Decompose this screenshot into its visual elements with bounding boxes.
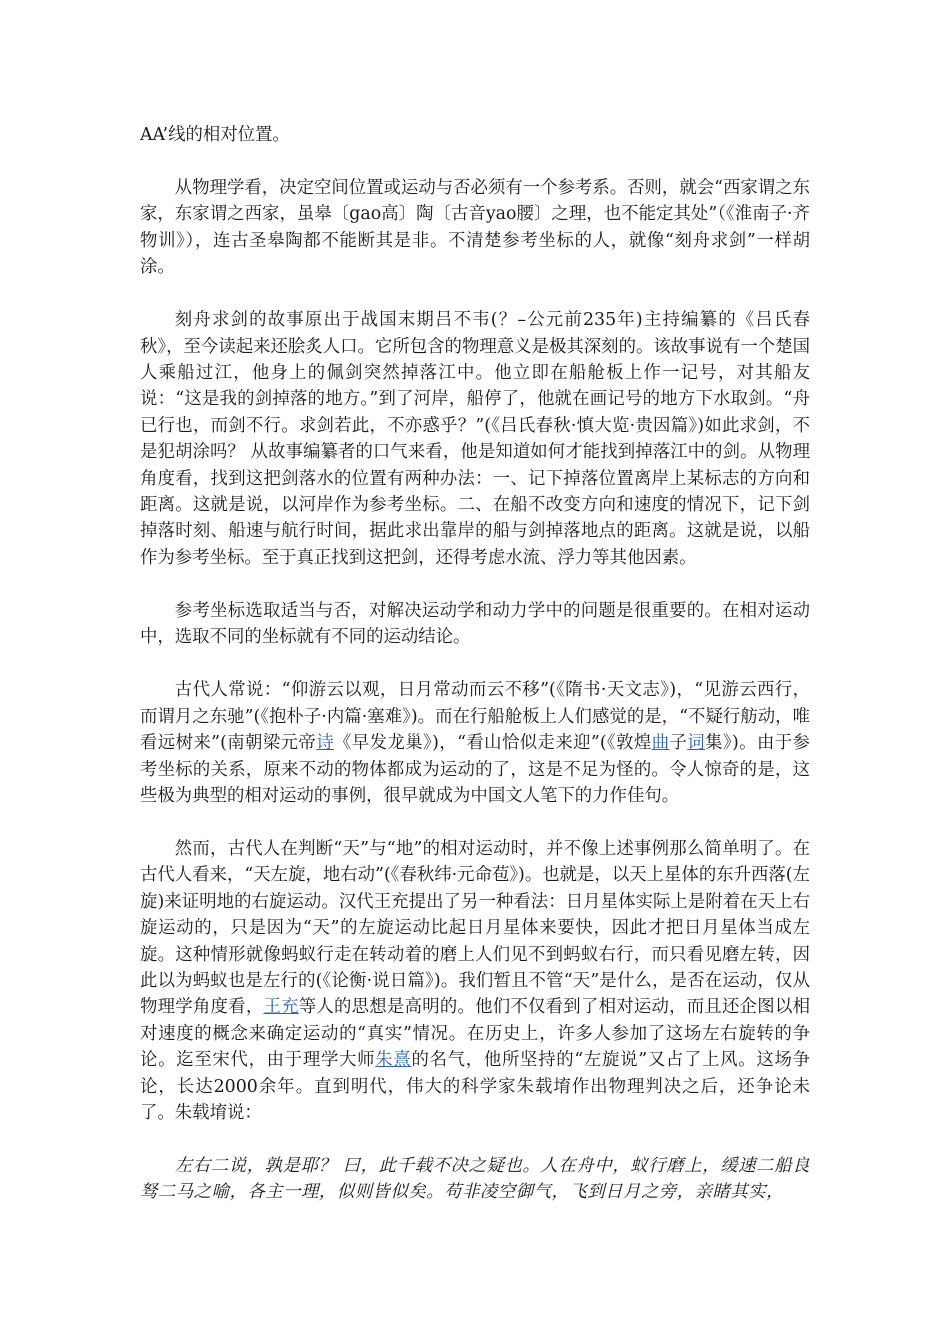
paragraph-quotation: 左右二说，孰是耶？ 曰，此千载不决之疑也。人在舟中，蚁行磨上，缓速二船良驽二马之喻，各主一理，似则皆似矣。苟非凌空御气，飞到日月之旁，亲睹其实，: [140, 1155, 810, 1203]
text-segment: 古代人常说：“仰游云以观，日月常动而云不移”(《隋书·天文志》)，“见游云西行，而谓月之东驰”(《抱朴子·内篇·塞难》)。而在行船舱板上人们感觉的是，“不疑行舫动，唯看远树来”(南朝梁元帝: [140, 680, 810, 754]
paragraph-reference-frame: 从物理学看，决定空间位置或运动与否必须有一个参考系。否则，就会“西家谓之东家，东家谓之西家，虽皋〔gao高〕陶〔古音yao腰〕之理，也不能定其处”（《淮南子·齐物训》），连古圣皋陶都不能断其是非。不清楚参考坐标的人，就像“刻舟求剑”一样胡涂。: [140, 178, 810, 278]
text-segment: 的名气，他所坚持的“左旋说”又占了上风。这场争论，长达2000余年。直到明代，伟大的科学家朱载堉作出物理判决之后，还争论未了。朱载堉说：: [140, 1050, 810, 1123]
link-zhu-xi[interactable]: 朱熹: [375, 1050, 412, 1071]
paragraph-ancient-sayings: [140, 677, 810, 809]
link-qu[interactable]: 曲: [651, 733, 670, 754]
text-segment: 《早发龙巢》)，“看山恰似走来迎”(《敦煌: [334, 733, 652, 754]
link-wang-chong[interactable]: 王充: [263, 997, 299, 1018]
document-page: [140, 122, 810, 1206]
paragraph-coordinate-choice: 参考坐标选取适当与否，对解决运动学和动力学中的问题是很重要的。在相对运动中，选取不同的坐标就有不同的运动结论。: [140, 600, 810, 648]
paragraph-heaven-earth: [140, 836, 810, 1126]
text-segment: 等人的思想是高明的。他们不仅看到了相对运动，而且还企图以相对速度的概念来确定运动的“真实”情况。在历史上，许多人参加了这场左右旋转的争论。迄至宋代，由于理学大师: [140, 997, 810, 1071]
paragraph-continuation: AA’线的相对位置。: [140, 125, 290, 145]
text-segment: 子: [669, 733, 688, 754]
link-poem[interactable]: 诗: [316, 733, 335, 754]
text-segment: 集》)。由于参考坐标的关系，原来不动的物体都成为运动的了，这是不足为怪的。令人惊奇的是，这些极为典型的相对运动的事例，很早就成为中国文人笔下的力作佳句。: [140, 733, 810, 806]
text-segment: 然而，古代人在判断“天”与“地”的相对运动时，并不像上述事例那么简单明了。在古代人看来，“天左旋，地右动”(《春秋纬·元命苞》)。也就是，以天上星体的东升西落(左旋)来证明地的右旋运动。汉代王充提出了另一种看法：日月星体实际上是附着在天上右旋运动的，只是因为“天”的左旋运动比起日月星体来要快，因此才把日月星体当成左旋。这种情形就像蚂蚁行走在转动着的磨上人们见不到蚂蚁右行，而只看见磨左转，因此以为蚂蚁也是左行的(《论衡·说日篇》)。我们暂且不管“天”是什么，是否在运动，仅从物理学角度看，: [140, 838, 810, 1018]
paragraph-carve-boat: 刻舟求剑的故事原出于战国末期吕不韦(？–公元前235年)主持编纂的《吕氏春秋》，至今读起来还脍炙人口。它所包含的物理意义是极其深刻的。该故事说有一个楚国人乘船过江，他身上的佩剑突然掉落江中。他立即在船舱板上作一记号，对其船友说：“这是我的剑掉落的地方。”到了河岸，船停了，他就在画记号的地方下水取剑。“舟已行也，而剑不行。求剑若此，不亦惑乎？”(《吕氏春秋·慎大览·贵因篇》)如此求剑，不是犯胡涂吗？ 从故事编纂者的口气来看，他是知道如何才能找到掉落江中的剑。从物理角度看，找到这把剑落水的位置有两种办法：一、记下掉落位置离岸上某标志的方向和距离。这就是说，以河岸作为参考坐标。二、在船不改变方向和速度的情况下，记下剑掉落时刻、船速与航行时间，据此求出靠岸的船与剑掉落地点的距离。这就是说，以船作为参考坐标。至于真正找到这把剑，还得考虑水流、浮力等其他因素。: [140, 310, 810, 568]
link-ci[interactable]: 词: [687, 733, 706, 754]
